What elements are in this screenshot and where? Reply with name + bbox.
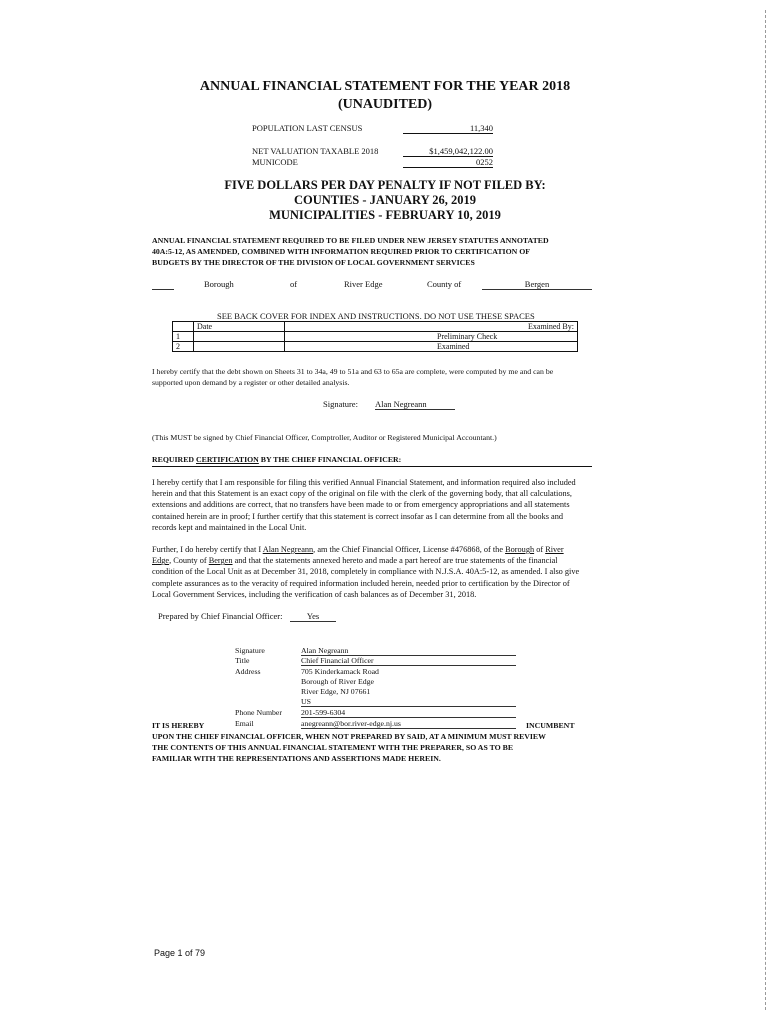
sig-value-title: Chief Financial Officer (301, 656, 516, 666)
date-label: Date (194, 322, 285, 332)
title-line-2: (UNAUDITED) (337, 97, 433, 112)
row-2-number: 2 (173, 342, 194, 352)
municipality-inline: Edge (152, 556, 170, 566)
table-cell-empty (285, 332, 435, 342)
cfo-heading (152, 455, 592, 467)
statute-line-3: BUDGETS BY THE DIRECTOR OF THE DIVISION OF LOCAL GOVERNMENT SERVICES (152, 258, 475, 267)
text-fragment: of (534, 545, 546, 554)
cfo-para2-line-4: complete assurances as to the veracity of required information included herein, needed prior to certification by the Director of (152, 578, 570, 588)
penalty-line-1: FIVE DOLLARS PER DAY PENALTY IF NOT FILED BY: (224, 178, 546, 192)
cfo-para2-line-3: condition of the Local Unit as at December 31, 2018, completely in compliance with N.J.S.A. 40A:5-12, as amended. I also give (152, 567, 580, 577)
prepared-by-value: Yes (290, 611, 336, 622)
table-row (173, 322, 578, 332)
text-fragment: , am the Chief Financial Officer, License #476868, of the (313, 545, 506, 554)
cfo-para1-line: extensions and additions are correct, that no transfers have been made to or from emergency appropriations and all statements (152, 500, 570, 510)
statute-line-1: ANNUAL FINANCIAL STATEMENT REQUIRED TO BE FILED UNDER NEW JERSEY STATUTES ANNOTATED (152, 236, 549, 245)
prepared-by-label: Prepared by Chief Financial Officer: (158, 611, 283, 621)
table-row (173, 342, 578, 352)
closing-line-3: THE CONTENTS OF THIS ANNUAL FINANCIAL STATEMENT WITH THE PREPARER, SO AS TO BE (152, 743, 514, 752)
table-cell-empty (285, 342, 435, 352)
table-cell-empty (194, 332, 285, 342)
document-title (0, 79, 770, 113)
page-number: Page 1 of 79 (154, 948, 206, 958)
closing-text (152, 731, 546, 764)
penalty-notice (0, 178, 770, 223)
debt-certification (152, 366, 592, 388)
cfo-para1-line: records kept and maintained in the Local Unit. (152, 522, 307, 532)
debt-signature-value: Alan Negreann (375, 399, 455, 410)
sig-label-address: Address (235, 667, 261, 676)
closing-suffix: INCUMBENT (526, 721, 575, 730)
row-2-text: Examined (434, 342, 578, 352)
cfo-paragraph-1 (152, 477, 592, 533)
address-line: Borough of River Edge (301, 677, 374, 686)
municode-value: 0252 (403, 157, 493, 168)
row-1-number: 1 (173, 332, 194, 342)
county-value: Bergen (482, 279, 592, 290)
row-1-text: Preliminary Check (434, 332, 578, 342)
blank-line-left (152, 289, 174, 290)
address-line: River Edge, NJ 07661 (301, 687, 371, 696)
sig-label-signature: Signature (235, 646, 265, 655)
cfo-para2-line-5: Local Government Services, including the verification of cash balances as of December 31, 2018. (152, 589, 477, 599)
cfo-paragraph-2 (152, 544, 592, 600)
sig-value-email: anegreann@bor.river-edge.nj.us (301, 719, 516, 729)
closing-prefix: IT IS HEREBY (152, 721, 205, 730)
cfo-para1-line: herein and that this Statement is an exact copy of the original on file with the clerk of the governing body, that all calculations, (152, 489, 572, 499)
population-label: POPULATION LAST CENSUS (252, 123, 363, 133)
municipality-type-inline: Borough (505, 545, 535, 554)
back-cover-note: SEE BACK COVER FOR INDEX AND INSTRUCTIONS. DO NOT USE THESE SPACES (217, 311, 535, 321)
address-line: 705 Kinderkamack Road (301, 667, 379, 676)
title-line-1: ANNUAL FINANCIAL STATEMENT FOR THE YEAR 2018 (199, 79, 571, 94)
examination-status-table (172, 321, 578, 352)
population-value: 11,340 (403, 123, 493, 134)
table-cell-empty (194, 342, 285, 352)
sig-value-signature: Alan Negreann (301, 646, 516, 656)
statute-text (152, 235, 549, 268)
sig-value-phone: 201-599-6304 (301, 708, 516, 718)
sig-label-title: Title (235, 656, 250, 665)
cfo-para2-line-1 (152, 544, 592, 555)
municipality-of: of (290, 279, 298, 289)
text-fragment: and that the statements annexed hereto and made a part hereof are true statements of the financial (232, 556, 558, 566)
municipality-type: Borough (204, 279, 234, 289)
cfo-name: Alan Negreann (262, 545, 314, 554)
cfo-para1-line: contained herein are in proof; I further certify that this statement is correct insofar as I can determine from all the books and (152, 511, 563, 521)
penalty-line-2: COUNTIES - JANUARY 26, 2019 (293, 193, 477, 207)
must-sign-note: (This MUST be signed by Chief Financial Officer, Comptroller, Auditor or Registered Municipal Accountant.) (152, 433, 497, 442)
cfo-para2-line-2 (152, 555, 592, 566)
cfo-heading-suffix: BY THE CHIEF FINANCIAL OFFICER: (258, 455, 402, 464)
penalty-line-3: MUNICIPALITIES - FEBRUARY 10, 2019 (269, 208, 501, 222)
county-label: County of (427, 279, 462, 289)
cfo-para1-line: I hereby certify that I am responsible for filing this verified Annual Financial Statement, and information required also included (152, 478, 576, 487)
text-fragment: Further, I do hereby certify that I (152, 545, 263, 554)
debt-signature-label: Signature: (323, 399, 358, 409)
table-row (173, 332, 578, 342)
statute-line-2: 40A:5-12, AS AMENDED, COMBINED WITH INFORMATION REQUIRED PRIOR TO CERTIFICATION OF (152, 247, 531, 256)
sig-value-address (301, 667, 379, 707)
cfo-heading-prefix: REQUIRED (152, 455, 196, 464)
closing-line-4: FAMILIAR WITH THE REPRESENTATIONS AND ASSERTIONS MADE HEREIN. (152, 754, 441, 763)
cfo-heading-underlined: CERTIFICATION (195, 455, 259, 464)
table-cell-empty (173, 322, 194, 332)
closing-line-2: UPON THE CHIEF FINANCIAL OFFICER, WHEN NOT PREPARED BY SAID, AT A MINIMUM MUST REVIEW (152, 732, 546, 741)
municipality-name: River Edge (344, 279, 383, 289)
table-cell-empty (285, 322, 435, 332)
debt-cert-line-2: supported upon demand by a register or other detailed analysis. (152, 378, 350, 387)
examined-by-label: Examined By: (434, 322, 578, 332)
county-inline: Bergen (208, 556, 233, 566)
sig-label-phone: Phone Number (235, 708, 282, 717)
scan-edge-mark (764, 10, 766, 1010)
net-valuation-label: NET VALUATION TAXABLE 2018 (252, 146, 379, 156)
net-valuation-value: $1,459,042,122.00 (403, 146, 493, 157)
debt-cert-line-1: I hereby certify that the debt shown on Sheets 31 to 34a, 49 to 51a and 63 to 65a are complete, were computed by me and can be (152, 367, 554, 376)
address-underline (301, 706, 516, 707)
sig-label-email: Email (235, 719, 254, 728)
municode-label: MUNICODE (252, 157, 298, 167)
address-line: US (301, 697, 311, 706)
text-fragment: , County of (169, 556, 209, 566)
municipality-inline: River (545, 545, 564, 554)
